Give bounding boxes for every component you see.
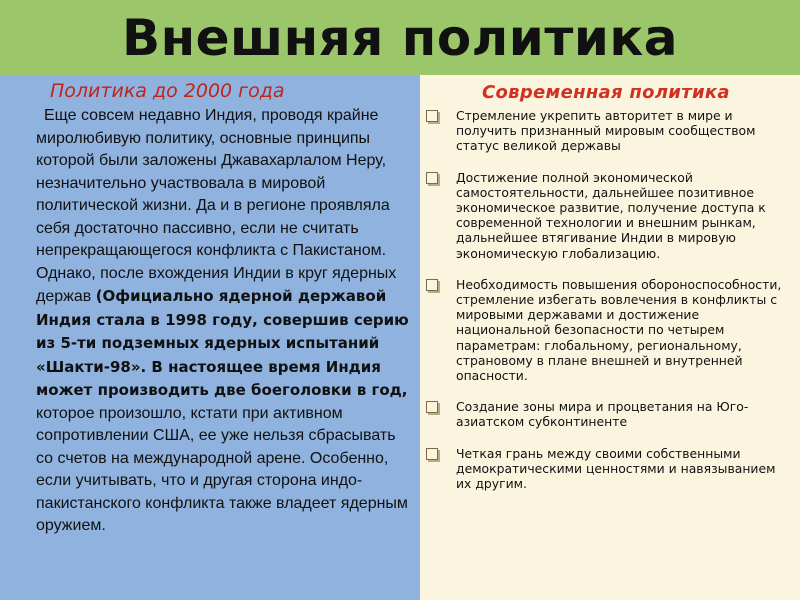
right-heading: Современная политика [482, 82, 730, 103]
title-bar [0, 0, 800, 75]
checkbox-square-icon [426, 279, 438, 291]
list-item: Четкая грань между своими собственными демократическими ценностями и навязыванием их другим. [426, 446, 794, 492]
slide-title: Внешняя политика [121, 8, 679, 67]
body-normal-part-1: Еще совсем недавно Индия, проводя крайне миролюбивую политику, основные принципы которой были заложены Джавахарлалом Неру, незначительно участвовала в мировой политической жизни. Да и в регионе проявляла себя достаточно пассивно, если не считать непрекращающегося конфликта с Пакистаном. Однако, после вхождения Индии в круг ядерных держав [36, 107, 397, 305]
checkbox-square-icon [426, 110, 438, 122]
checkbox-square-icon [426, 401, 438, 413]
list-item: Стремление укрепить авторитет в мире и получить признанный мировым сообществом статус великой державы [426, 108, 794, 154]
bullet-list [426, 108, 794, 507]
checkbox-square-icon [426, 172, 438, 184]
left-body-text [36, 105, 412, 538]
list-item: Достижение полной экономической самостоятельности, дальнейшее позитивное экономическое развитие, получение доступа к современной технологии и внешним рынкам, дальнейшее втягивание Индии в мировую экономическую глобализацию. [426, 170, 794, 261]
left-heading: Политика до 2000 года [50, 80, 285, 102]
checkbox-square-icon [426, 448, 438, 460]
list-item: Необходимость повышения обороноспособности, стремление избегать вовлечения в конфликты с мировыми державами и достижение национальной безопасности по четырем параметрам: глобальному, региональному, страновому в плане внешней и внутренней опасности. [426, 277, 794, 383]
body-bold-part: (Официально ядерной державой Индия стала в 1998 году, совершив серию из 5-ти подземных ядерных испытаний «Шакти-98». В настоящее время Индия может производить две боеголовки в год, [36, 287, 409, 399]
list-item: Создание зоны мира и процветания на Юго-азиатском субконтиненте [426, 399, 794, 429]
body-normal-part-2: которое произошло, кстати при активном сопротивлении США, ее уже нельзя сбрасывать со счетов на международной арене. Особенно, если учитывать, что и другая сторона индо-пакистанского конфликта также владеет ядерным оружием. [36, 404, 408, 534]
